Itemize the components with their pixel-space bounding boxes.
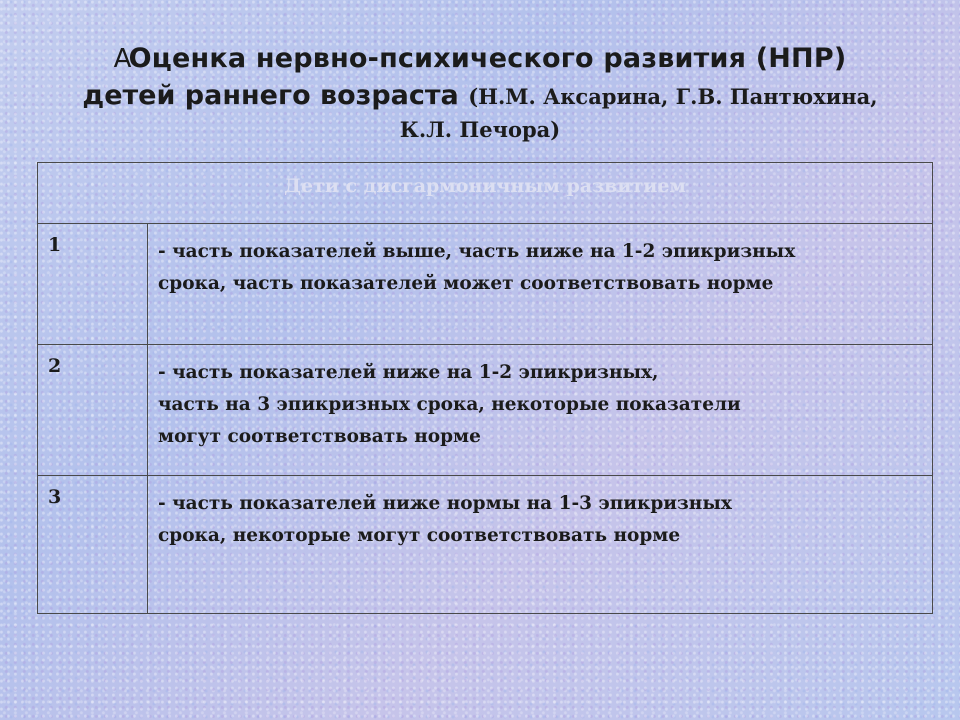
row-text-line: - часть показателей ниже на 1-2 эпикризных, [158, 362, 659, 383]
title-text-2: детей раннего возраста [82, 80, 459, 111]
row-text-line: - часть показателей выше, часть ниже на 1-2 эпикризных [158, 241, 796, 262]
row-number: 2 [38, 345, 148, 475]
row-number: 1 [38, 224, 148, 344]
title-authors-2: К.Л. Печора) [399, 117, 561, 142]
table-header: Дети с дисгармоничным развитием [38, 163, 932, 224]
title-text-1: Оценка нервно-психического развития (НПР) [128, 43, 847, 74]
row-text-line: срока, часть показателей может соответствовать норме [158, 273, 774, 294]
table-row [38, 224, 932, 345]
row-text-line: часть на 3 эпикризных срока, некоторые показатели [158, 394, 741, 415]
row-text-line: могут соответствовать норме [158, 426, 481, 447]
row-description [148, 345, 932, 475]
table-row [38, 476, 932, 613]
title-line-2 [30, 78, 930, 115]
title-line-1 [30, 42, 930, 76]
classification-table [37, 162, 933, 614]
row-text-line: срока, некоторые могут соответствовать норме [158, 525, 681, 546]
row-number: 3 [38, 476, 148, 613]
row-description [148, 476, 932, 613]
slide-title [30, 42, 930, 145]
row-text-line: - часть показателей ниже нормы на 1-3 эпикризных [158, 493, 732, 514]
row-description [148, 224, 932, 344]
title-authors-1: (Н.М. Аксарина, Г.В. Пантюхина, [468, 84, 878, 109]
text-cursor-glyph: A [113, 44, 132, 74]
table-row [38, 345, 932, 476]
